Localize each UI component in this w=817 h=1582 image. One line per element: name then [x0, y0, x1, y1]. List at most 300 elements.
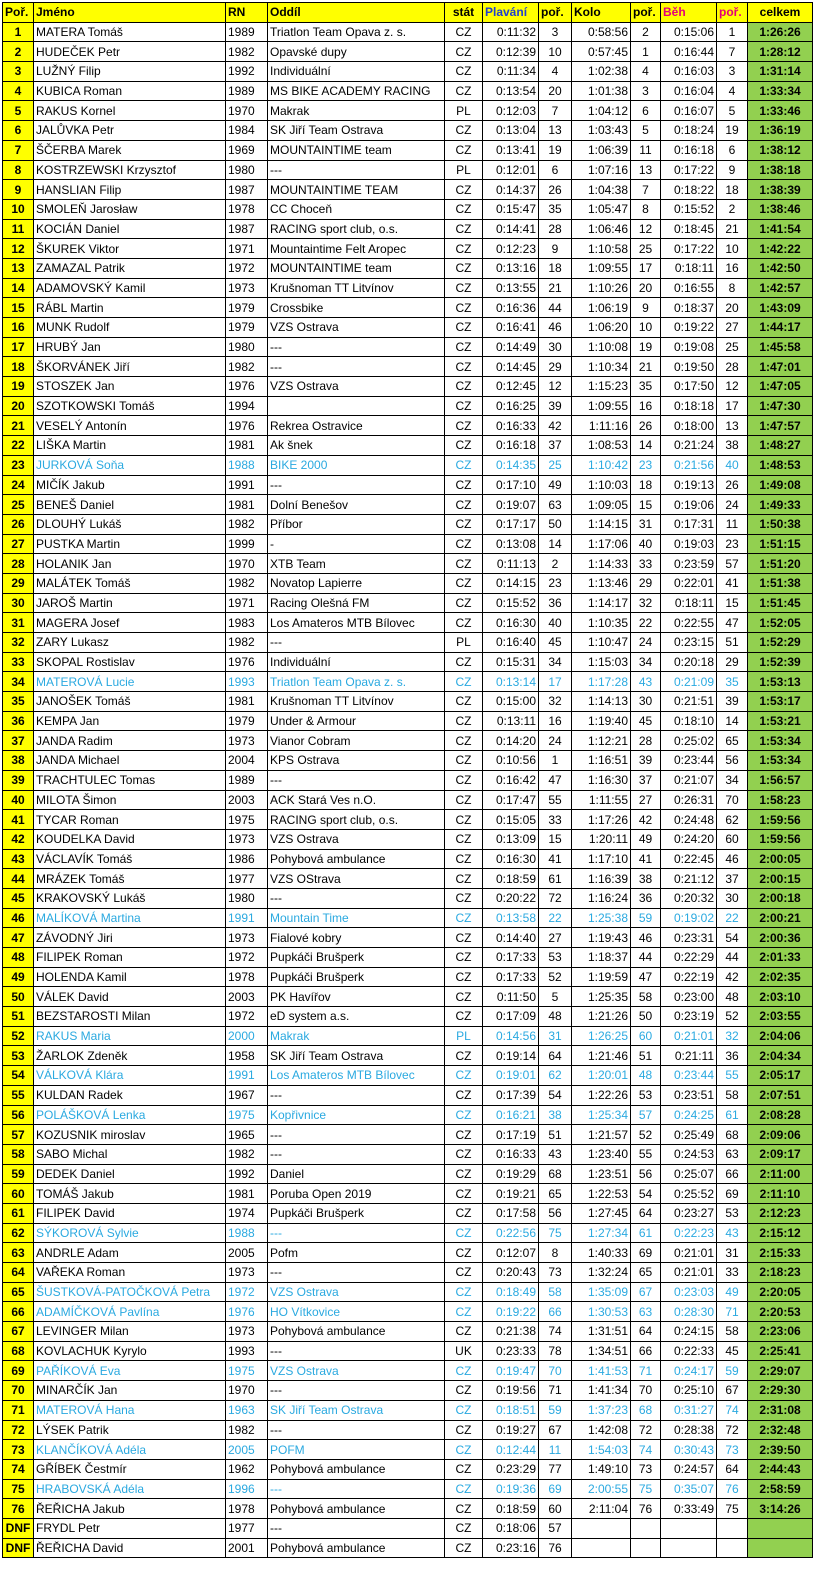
- cell-bike-rank: 5: [631, 121, 661, 141]
- header-club: Oddíl: [268, 3, 445, 23]
- cell-swim-rank: 76: [539, 1538, 572, 1558]
- cell-swim-rank: 42: [539, 416, 572, 436]
- header-row: [3, 3, 813, 23]
- cell-run-rank: 19: [717, 121, 748, 141]
- cell-swim-rank: 60: [539, 1499, 572, 1519]
- cell-bike-rank: 3: [631, 81, 661, 101]
- cell-run-rank: 41: [717, 573, 748, 593]
- cell-club: MS BIKE ACADEMY RACING: [268, 81, 445, 101]
- cell-bike-rank: 6: [631, 101, 661, 121]
- cell-run-rank: 24: [717, 495, 748, 515]
- cell-total: 1:49:33: [748, 495, 813, 515]
- cell-bike: 1:03:43: [572, 121, 631, 141]
- cell-swim-rank: 74: [539, 1322, 572, 1342]
- cell-run: 0:24:25: [661, 1105, 717, 1125]
- cell-name: POLÁŠKOVÁ Lenka: [34, 1105, 226, 1125]
- cell-club: ---: [268, 770, 445, 790]
- cell-country: CZ: [445, 1400, 483, 1420]
- cell-run: 0:19:08: [661, 337, 717, 357]
- cell-total: 1:47:57: [748, 416, 813, 436]
- cell-swim-rank: 17: [539, 672, 572, 692]
- table-row: [3, 396, 813, 416]
- cell-country: PL: [445, 1026, 483, 1046]
- table-row: [3, 633, 813, 653]
- cell-bike: 1:14:13: [572, 692, 631, 712]
- table-row: [3, 770, 813, 790]
- cell-pos: 73: [3, 1440, 34, 1460]
- cell-run: 0:17:50: [661, 377, 717, 397]
- cell-pos: 72: [3, 1420, 34, 1440]
- cell-club: Pohybová ambulance: [268, 1499, 445, 1519]
- cell-club: -: [268, 534, 445, 554]
- cell-run-rank: 2: [717, 199, 748, 219]
- cell-bike-rank: 24: [631, 633, 661, 653]
- cell-bike: 1:04:12: [572, 101, 631, 121]
- cell-year: 1982: [226, 633, 268, 653]
- cell-swim: 0:17:33: [483, 948, 539, 968]
- cell-country: CZ: [445, 534, 483, 554]
- cell-bike-rank: 72: [631, 1420, 661, 1440]
- cell-bike: 1:41:34: [572, 1381, 631, 1401]
- cell-bike: 1:16:24: [572, 888, 631, 908]
- cell-year: 1979: [226, 298, 268, 318]
- cell-run-rank: 37: [717, 869, 748, 889]
- cell-year: 1996: [226, 1479, 268, 1499]
- header-run-rank: poř.: [717, 3, 748, 23]
- cell-name: ŠUSTKOVÁ-PATOČKOVÁ Petra: [34, 1282, 226, 1302]
- cell-bike: 1:11:16: [572, 416, 631, 436]
- cell-year: 1972: [226, 1282, 268, 1302]
- cell-club: ---: [268, 160, 445, 180]
- cell-swim-rank: 67: [539, 1420, 572, 1440]
- cell-run: 0:21:24: [661, 436, 717, 456]
- cell-year: 1987: [226, 180, 268, 200]
- cell-bike: 1:01:38: [572, 81, 631, 101]
- cell-club: Krušnoman TT Litvínov: [268, 278, 445, 298]
- cell-run: 0:23:19: [661, 1007, 717, 1027]
- cell-name: STOSZEK Jan: [34, 377, 226, 397]
- cell-total: 1:38:18: [748, 160, 813, 180]
- cell-year: 1980: [226, 888, 268, 908]
- cell-run-rank: 75: [717, 1499, 748, 1519]
- cell-swim-rank: 73: [539, 1263, 572, 1283]
- cell-bike-rank: 71: [631, 1361, 661, 1381]
- cell-bike: 1:22:26: [572, 1085, 631, 1105]
- cell-bike-rank: 55: [631, 1144, 661, 1164]
- cell-run-rank: 20: [717, 298, 748, 318]
- cell-run: 0:23:27: [661, 1203, 717, 1223]
- cell-swim: 0:13:58: [483, 908, 539, 928]
- cell-bike: 1:19:59: [572, 967, 631, 987]
- cell-name: GŘÍBEK Čestmír: [34, 1459, 226, 1479]
- cell-run-rank: 23: [717, 534, 748, 554]
- cell-swim-rank: 14: [539, 534, 572, 554]
- cell-year: 1973: [226, 1322, 268, 1342]
- cell-club: ---: [268, 1085, 445, 1105]
- cell-bike: 1:21:26: [572, 1007, 631, 1027]
- cell-pos: 20: [3, 396, 34, 416]
- cell-run-rank: 57: [717, 554, 748, 574]
- cell-swim-rank: 30: [539, 337, 572, 357]
- cell-club: POFM: [268, 1440, 445, 1460]
- cell-year: 1991: [226, 908, 268, 928]
- cell-club: Mountain Time: [268, 908, 445, 928]
- cell-club: ---: [268, 1518, 445, 1538]
- cell-total: 2:29:30: [748, 1381, 813, 1401]
- cell-run: 0:22:01: [661, 573, 717, 593]
- cell-swim-rank: 57: [539, 1518, 572, 1538]
- cell-year: 1981: [226, 495, 268, 515]
- cell-name: HOLENDA Kamil: [34, 967, 226, 987]
- cell-bike: 1:25:38: [572, 908, 631, 928]
- cell-pos: 55: [3, 1085, 34, 1105]
- cell-run-rank: 43: [717, 1223, 748, 1243]
- cell-pos: 60: [3, 1184, 34, 1204]
- cell-bike: 1:15:03: [572, 652, 631, 672]
- cell-run-rank: 29: [717, 652, 748, 672]
- cell-run: 0:18:10: [661, 711, 717, 731]
- cell-country: CZ: [445, 751, 483, 771]
- cell-club: Individuální: [268, 652, 445, 672]
- cell-pos: 6: [3, 121, 34, 141]
- cell-swim-rank: 71: [539, 1381, 572, 1401]
- cell-swim-rank: 25: [539, 455, 572, 475]
- cell-run: 0:28:38: [661, 1420, 717, 1440]
- cell-pos: 31: [3, 613, 34, 633]
- table-row: [3, 22, 813, 42]
- cell-year: 2003: [226, 987, 268, 1007]
- cell-swim-rank: 8: [539, 1243, 572, 1263]
- cell-run: 0:24:48: [661, 810, 717, 830]
- cell-pos: 24: [3, 475, 34, 495]
- cell-country: CZ: [445, 1144, 483, 1164]
- cell-pos: 7: [3, 140, 34, 160]
- table-row: [3, 180, 813, 200]
- cell-swim: 0:14:49: [483, 337, 539, 357]
- cell-swim: 0:16:25: [483, 396, 539, 416]
- cell-swim-rank: 69: [539, 1479, 572, 1499]
- cell-country: CZ: [445, 416, 483, 436]
- cell-pos: 64: [3, 1263, 34, 1283]
- cell-run: 0:21:07: [661, 770, 717, 790]
- cell-run-rank: 46: [717, 849, 748, 869]
- cell-name: ADAMÍČKOVÁ Pavlína: [34, 1302, 226, 1322]
- cell-bike-rank: 35: [631, 377, 661, 397]
- cell-pos: 11: [3, 219, 34, 239]
- cell-pos: 21: [3, 416, 34, 436]
- cell-country: CZ: [445, 967, 483, 987]
- table-row: [3, 1243, 813, 1263]
- cell-bike: 1:25:34: [572, 1105, 631, 1125]
- cell-year: 1979: [226, 711, 268, 731]
- cell-country: CZ: [445, 1263, 483, 1283]
- cell-total: 1:53:34: [748, 731, 813, 751]
- cell-swim-rank: 7: [539, 101, 572, 121]
- cell-total: 1:38:12: [748, 140, 813, 160]
- cell-club: VZS Ostrava: [268, 829, 445, 849]
- cell-run: 0:35:07: [661, 1479, 717, 1499]
- cell-swim: 0:13:09: [483, 829, 539, 849]
- cell-run-rank: 34: [717, 770, 748, 790]
- cell-bike: 1:35:09: [572, 1282, 631, 1302]
- table-row: [3, 1164, 813, 1184]
- cell-total: 2:09:06: [748, 1125, 813, 1145]
- cell-total: 1:36:19: [748, 121, 813, 141]
- cell-total: 2:12:23: [748, 1203, 813, 1223]
- table-row: [3, 416, 813, 436]
- cell-run: 0:23:00: [661, 987, 717, 1007]
- cell-total: 1:44:17: [748, 318, 813, 338]
- cell-country: CZ: [445, 1243, 483, 1263]
- table-row: [3, 42, 813, 62]
- cell-total: 2:32:48: [748, 1420, 813, 1440]
- cell-country: CZ: [445, 908, 483, 928]
- cell-club: ACK Stará Ves n.O.: [268, 790, 445, 810]
- table-row: [3, 888, 813, 908]
- cell-swim-rank: 31: [539, 1026, 572, 1046]
- table-row: [3, 1538, 813, 1558]
- cell-club: Pohybová ambulance: [268, 1459, 445, 1479]
- cell-swim: 0:13:55: [483, 278, 539, 298]
- cell-club: ---: [268, 1263, 445, 1283]
- cell-club: Pupkáči Brušperk: [268, 948, 445, 968]
- table-row: [3, 731, 813, 751]
- cell-swim: 0:19:07: [483, 495, 539, 515]
- cell-swim: 0:16:41: [483, 318, 539, 338]
- cell-name: KOVLACHUK Kyrylo: [34, 1341, 226, 1361]
- cell-run-rank: 54: [717, 928, 748, 948]
- cell-country: CZ: [445, 987, 483, 1007]
- cell-bike: 1:22:53: [572, 1184, 631, 1204]
- cell-total: 1:26:26: [748, 22, 813, 42]
- cell-name: JANDA Radim: [34, 731, 226, 751]
- table-row: [3, 534, 813, 554]
- cell-bike: 1:10:03: [572, 475, 631, 495]
- cell-swim: 0:15:47: [483, 199, 539, 219]
- table-row: [3, 436, 813, 456]
- cell-total: 2:05:17: [748, 1066, 813, 1086]
- cell-pos: 44: [3, 869, 34, 889]
- cell-total: 2:31:08: [748, 1400, 813, 1420]
- cell-swim-rank: 54: [539, 1085, 572, 1105]
- cell-club: VZS Ostrava: [268, 377, 445, 397]
- cell-total: 1:47:30: [748, 396, 813, 416]
- cell-country: CZ: [445, 1518, 483, 1538]
- cell-bike: 1:49:10: [572, 1459, 631, 1479]
- cell-pos: 57: [3, 1125, 34, 1145]
- cell-run-rank: 7: [717, 42, 748, 62]
- cell-run-rank: 5: [717, 101, 748, 121]
- cell-country: CZ: [445, 1007, 483, 1027]
- cell-country: PL: [445, 101, 483, 121]
- cell-swim-rank: 12: [539, 377, 572, 397]
- cell-year: 1970: [226, 1381, 268, 1401]
- cell-total: 1:48:27: [748, 436, 813, 456]
- cell-name: FILIPEK Roman: [34, 948, 226, 968]
- cell-year: 2003: [226, 790, 268, 810]
- cell-run-rank: 59: [717, 1361, 748, 1381]
- cell-bike-rank: 73: [631, 1459, 661, 1479]
- table-row: [3, 1085, 813, 1105]
- cell-bike-rank: 14: [631, 436, 661, 456]
- cell-club: RACING sport club, o.s.: [268, 810, 445, 830]
- cell-country: CZ: [445, 1282, 483, 1302]
- cell-country: CZ: [445, 1223, 483, 1243]
- cell-run-rank: 47: [717, 613, 748, 633]
- cell-pos: 26: [3, 514, 34, 534]
- cell-swim: 0:20:43: [483, 1263, 539, 1283]
- cell-total: 2:25:41: [748, 1341, 813, 1361]
- cell-run-rank: 15: [717, 593, 748, 613]
- table-row: [3, 593, 813, 613]
- cell-club: Novatop Lapierre: [268, 573, 445, 593]
- cell-club: Crossbike: [268, 298, 445, 318]
- cell-bike-rank: 64: [631, 1203, 661, 1223]
- cell-swim-rank: 22: [539, 908, 572, 928]
- cell-bike: 1:10:47: [572, 633, 631, 653]
- cell-name: SZOTKOWSKI Tomáš: [34, 396, 226, 416]
- cell-swim: 0:19:21: [483, 1184, 539, 1204]
- table-row: [3, 1341, 813, 1361]
- cell-bike-rank: 4: [631, 62, 661, 82]
- table-row: [3, 1125, 813, 1145]
- cell-name: TYCAR Roman: [34, 810, 226, 830]
- cell-pos: 51: [3, 1007, 34, 1027]
- cell-name: JALŮVKA Petr: [34, 121, 226, 141]
- cell-swim-rank: 26: [539, 180, 572, 200]
- cell-run-rank: 58: [717, 1085, 748, 1105]
- cell-pos: 46: [3, 908, 34, 928]
- cell-club: ---: [268, 337, 445, 357]
- cell-bike: 1:10:26: [572, 278, 631, 298]
- cell-total: [748, 1538, 813, 1558]
- table-row: [3, 1026, 813, 1046]
- cell-year: 1976: [226, 377, 268, 397]
- cell-bike: 1:54:03: [572, 1440, 631, 1460]
- cell-swim-rank: 41: [539, 849, 572, 869]
- cell-name: JAROŠ Martin: [34, 593, 226, 613]
- cell-swim: 0:18:06: [483, 1518, 539, 1538]
- cell-swim: 0:18:59: [483, 1499, 539, 1519]
- cell-name: MRÁZEK Tomáš: [34, 869, 226, 889]
- cell-pos: 65: [3, 1282, 34, 1302]
- cell-bike-rank: 56: [631, 1164, 661, 1184]
- cell-swim: 0:12:39: [483, 42, 539, 62]
- table-row: [3, 652, 813, 672]
- cell-total: 1:48:53: [748, 455, 813, 475]
- cell-bike: 2:11:04: [572, 1499, 631, 1519]
- cell-run-rank: 72: [717, 1420, 748, 1440]
- cell-swim-rank: 5: [539, 987, 572, 1007]
- cell-run-rank: 31: [717, 1243, 748, 1263]
- cell-swim-rank: 62: [539, 1066, 572, 1086]
- cell-year: 2004: [226, 751, 268, 771]
- cell-bike-rank: 54: [631, 1184, 661, 1204]
- cell-run-rank: 4: [717, 81, 748, 101]
- cell-run-rank: 38: [717, 436, 748, 456]
- cell-bike-rank: 10: [631, 318, 661, 338]
- cell-run-rank: 25: [717, 337, 748, 357]
- cell-year: 1991: [226, 1066, 268, 1086]
- cell-total: 1:41:54: [748, 219, 813, 239]
- cell-country: CZ: [445, 1066, 483, 1086]
- cell-bike-rank: 57: [631, 1105, 661, 1125]
- cell-year: 1973: [226, 278, 268, 298]
- table-row: [3, 1046, 813, 1066]
- cell-run: 0:18:11: [661, 593, 717, 613]
- cell-run-rank: 11: [717, 514, 748, 534]
- cell-bike-rank: 19: [631, 337, 661, 357]
- table-row: [3, 1322, 813, 1342]
- cell-pos: 39: [3, 770, 34, 790]
- cell-club: Fialové kobry: [268, 928, 445, 948]
- cell-swim: 0:12:01: [483, 160, 539, 180]
- cell-bike-rank: 30: [631, 692, 661, 712]
- cell-swim: 0:16:42: [483, 770, 539, 790]
- cell-swim: 0:19:01: [483, 1066, 539, 1086]
- cell-bike: 1:05:47: [572, 199, 631, 219]
- header-pos: Poř.: [3, 3, 34, 23]
- cell-run: 0:25:52: [661, 1184, 717, 1204]
- cell-run-rank: 74: [717, 1400, 748, 1420]
- cell-pos: 12: [3, 239, 34, 259]
- cell-run: 0:24:57: [661, 1459, 717, 1479]
- cell-run: 0:17:22: [661, 160, 717, 180]
- cell-swim: 0:14:40: [483, 928, 539, 948]
- cell-run: 0:22:33: [661, 1341, 717, 1361]
- cell-total: 1:49:08: [748, 475, 813, 495]
- cell-name: RAKUS Kornel: [34, 101, 226, 121]
- cell-swim: 0:11:32: [483, 22, 539, 42]
- cell-pos: 52: [3, 1026, 34, 1046]
- cell-year: 1976: [226, 1302, 268, 1322]
- results-table: [2, 2, 813, 1558]
- cell-pos: 70: [3, 1381, 34, 1401]
- cell-run-rank: 63: [717, 1144, 748, 1164]
- cell-year: 1975: [226, 1361, 268, 1381]
- cell-run-rank: 32: [717, 1026, 748, 1046]
- cell-total: 2:07:51: [748, 1085, 813, 1105]
- table-row: [3, 613, 813, 633]
- cell-run-rank: 14: [717, 711, 748, 731]
- cell-club: Krušnoman TT Litvínov: [268, 692, 445, 712]
- cell-total: 2:00:21: [748, 908, 813, 928]
- table-row: [3, 121, 813, 141]
- cell-run-rank: 8: [717, 278, 748, 298]
- cell-bike: 1:06:46: [572, 219, 631, 239]
- cell-bike: 1:06:39: [572, 140, 631, 160]
- cell-run-rank: 66: [717, 1164, 748, 1184]
- cell-year: 1972: [226, 1007, 268, 1027]
- cell-year: 1967: [226, 1085, 268, 1105]
- cell-pos: 10: [3, 199, 34, 219]
- table-row: [3, 1459, 813, 1479]
- cell-club: Opavské dupy: [268, 42, 445, 62]
- cell-club: XTB Team: [268, 554, 445, 574]
- cell-total: 2:03:10: [748, 987, 813, 1007]
- cell-swim-rank: 6: [539, 160, 572, 180]
- cell-pos: 30: [3, 593, 34, 613]
- cell-bike-rank: 65: [631, 1263, 661, 1283]
- table-row: [3, 672, 813, 692]
- cell-club: CC Choceň: [268, 199, 445, 219]
- cell-swim-rank: 53: [539, 948, 572, 968]
- cell-club: KPS Ostrava: [268, 751, 445, 771]
- table-row: [3, 1420, 813, 1440]
- cell-bike-rank: 47: [631, 967, 661, 987]
- cell-country: CZ: [445, 1322, 483, 1342]
- cell-bike: 1:30:53: [572, 1302, 631, 1322]
